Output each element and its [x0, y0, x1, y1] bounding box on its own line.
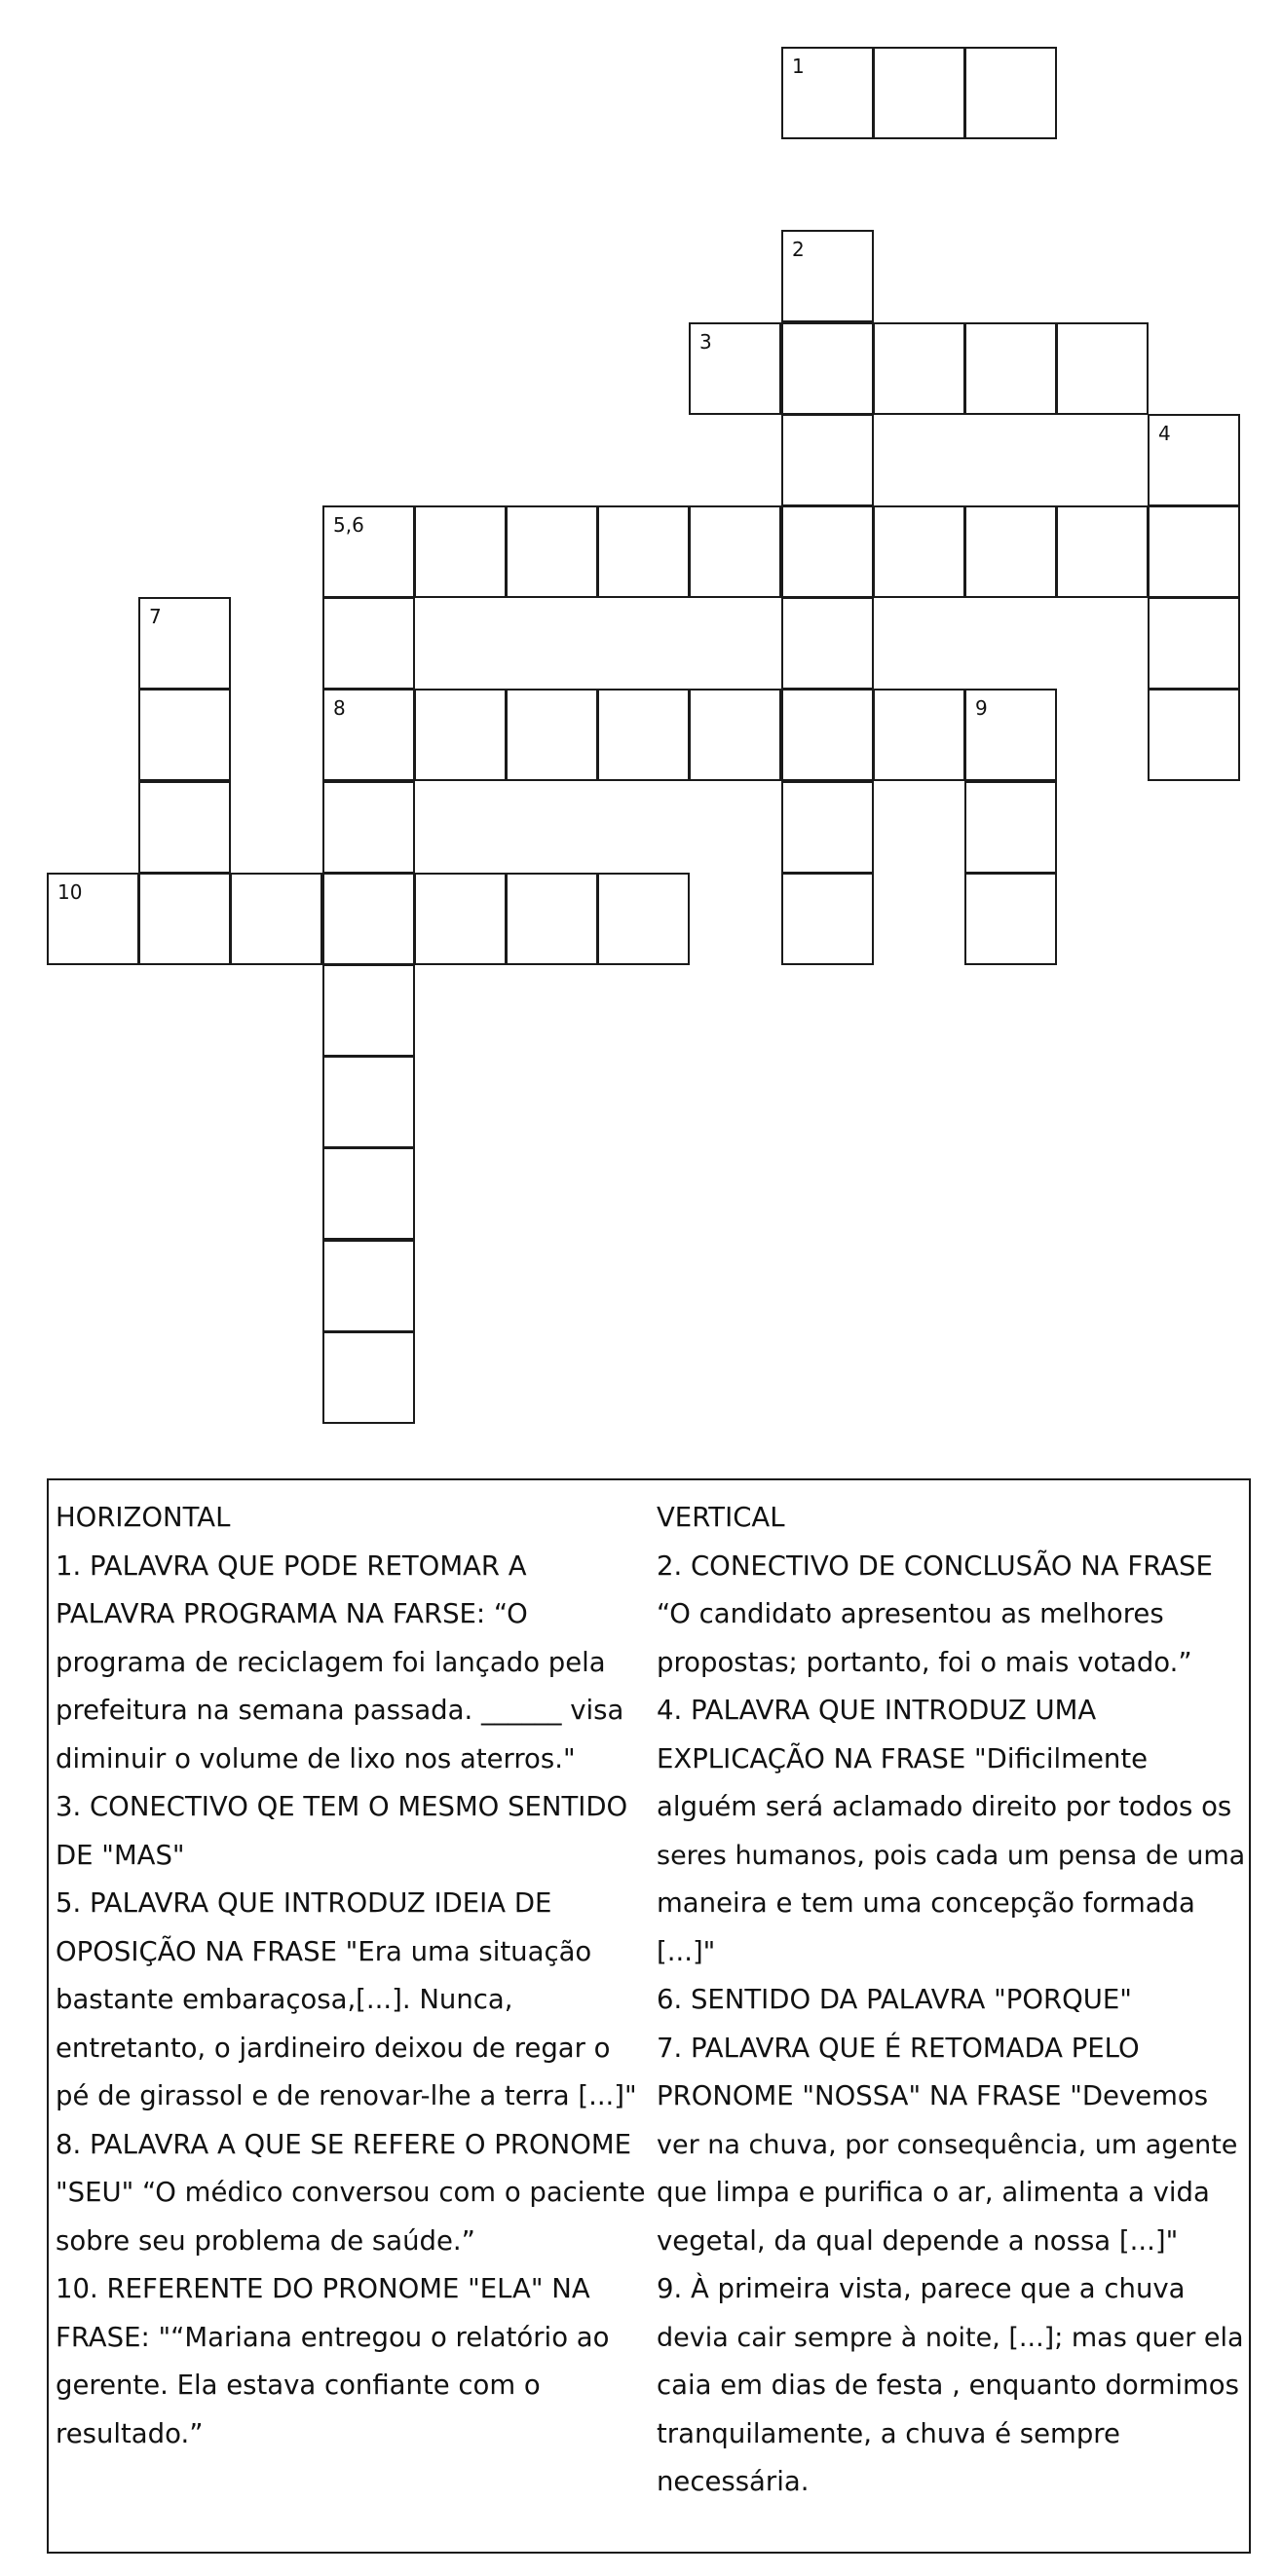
horizontal-clue-line: diminuir o volume de lixo nos aterros." — [56, 1742, 576, 1774]
clue-number: 9 — [975, 696, 988, 720]
horizontal-clue-line: sobre seu problema de saúde.” — [56, 2224, 475, 2257]
grid-cell[interactable] — [322, 781, 415, 874]
grid-cell[interactable] — [964, 873, 1057, 965]
grid-cell[interactable] — [322, 873, 415, 965]
vertical-clue-line: 6. SENTIDO DA PALAVRA "PORQUE" — [657, 1984, 1132, 2015]
clue-number: 7 — [149, 605, 162, 628]
grid-cell[interactable] — [781, 597, 874, 690]
horizontal-clue-line: "SEU" “O médico conversou com o paciente — [56, 2177, 646, 2208]
grid-cell[interactable] — [322, 1056, 415, 1148]
grid-cell[interactable] — [689, 505, 781, 598]
grid-cell[interactable] — [873, 47, 965, 139]
horizontal-clue-line: 3. CONECTIVO QE TEM O MESMO SENTIDO — [56, 1791, 628, 1822]
grid-cell[interactable] — [414, 873, 507, 965]
grid-cell[interactable] — [1148, 689, 1240, 781]
clue-number: 2 — [792, 238, 805, 261]
grid-cell[interactable] — [781, 47, 874, 139]
grid-cell[interactable] — [322, 597, 415, 690]
grid-cell[interactable] — [1148, 597, 1240, 690]
horizontal-clue-line: PALAVRA PROGRAMA NA FARSE: “O — [56, 1598, 528, 1629]
vertical-clue-line: “O candidato apresentou as melhores — [657, 1598, 1164, 1629]
horizontal-clue-line: programa de reciclagem foi lançado pela — [56, 1646, 606, 1678]
horizontal-clues — [56, 1494, 650, 2458]
grid-cell[interactable] — [506, 689, 598, 781]
horizontal-clue-line: DE "MAS" — [56, 1839, 185, 1871]
horizontal-clue-line: 1. PALAVRA QUE PODE RETOMAR A — [56, 1549, 527, 1582]
vertical-clue-line: PRONOME "NOSSA" NA FRASE "Devemos — [657, 2080, 1209, 2111]
grid-cell[interactable] — [1056, 322, 1149, 415]
grid-cell[interactable] — [689, 689, 781, 781]
grid-cell[interactable] — [322, 505, 415, 598]
clue-number: 1 — [792, 55, 805, 78]
grid-cell[interactable] — [597, 873, 690, 965]
horizontal-clue-line: entretanto, o jardineiro deixou de regar o — [56, 2032, 611, 2064]
grid-cell[interactable] — [964, 505, 1057, 598]
grid-cell[interactable] — [506, 873, 598, 965]
grid-cell[interactable] — [138, 689, 231, 781]
grid-cell[interactable] — [322, 1147, 415, 1240]
grid-cell[interactable] — [1056, 505, 1149, 598]
vertical-clues — [657, 1494, 1247, 2507]
grid-cell[interactable] — [781, 505, 874, 598]
horizontal-clue-line: 10. REFERENTE DO PRONOME "ELA" NA — [56, 2273, 590, 2304]
grid-cell[interactable] — [414, 689, 507, 781]
grid-cell[interactable] — [138, 597, 231, 690]
grid-cell[interactable] — [964, 781, 1057, 874]
vertical-clue-line: [...]" — [657, 1935, 716, 1967]
grid-cell[interactable] — [506, 505, 598, 598]
vertical-clue-line: que limpa e purifica o ar, alimenta a vida — [657, 2177, 1210, 2208]
vertical-clue-line: seres humanos, pois cada um pensa de uma — [657, 1840, 1246, 1871]
vertical-clue-line: 2. CONECTIVO DE CONCLUSÃO NA FRASE — [657, 1549, 1213, 1582]
vertical-clue-line: caia em dias de festa , enquanto dormimos — [657, 2370, 1239, 2401]
grid-cell[interactable] — [964, 322, 1057, 415]
vertical-clue-line: 7. PALAVRA QUE É RETOMADA PELO — [657, 2032, 1140, 2064]
horizontal-clue-line: prefeitura na semana passada. ______ visa — [56, 1695, 624, 1726]
horizontal-clue-line: pé de girassol e de renovar-lhe a terra [...]" — [56, 2080, 637, 2111]
clues-box — [47, 1478, 1251, 2554]
grid-cell[interactable] — [781, 689, 874, 781]
vertical-clue-line: propostas; portanto, foi o mais votado.” — [657, 1646, 1192, 1678]
grid-cell[interactable] — [781, 414, 874, 506]
grid-cell[interactable] — [964, 47, 1057, 139]
grid-cell[interactable] — [689, 322, 781, 415]
grid-cell[interactable] — [873, 689, 965, 781]
vertical-clue-line: alguém será aclamado direito por todos os — [657, 1791, 1232, 1822]
grid-cell[interactable] — [781, 322, 874, 415]
horizontal-clue-line: gerente. Ela estava confiante com o — [56, 2370, 541, 2401]
clue-number: 5,6 — [333, 513, 364, 537]
grid-cell[interactable] — [322, 689, 415, 781]
grid-cell[interactable] — [781, 781, 874, 874]
grid-cell[interactable] — [873, 505, 965, 598]
grid-cell[interactable] — [138, 781, 231, 874]
vertical-clue-line: tranquilamente, a chuva é sempre — [657, 2417, 1120, 2449]
grid-cell[interactable] — [322, 1240, 415, 1332]
grid-cell[interactable] — [47, 873, 139, 965]
vertical-clue-line: 9. À primeira vista, parece que a chuva — [657, 2273, 1186, 2304]
clue-number: 10 — [57, 880, 83, 904]
grid-cell[interactable] — [964, 689, 1057, 781]
clue-number: 4 — [1158, 422, 1171, 445]
vertical-clue-line: 4. PALAVRA QUE INTRODUZ UMA — [657, 1695, 1097, 1726]
grid-cell[interactable] — [781, 230, 874, 322]
vertical-clue-line: ver na chuva, por consequência, um agente — [657, 2129, 1238, 2160]
horizontal-clue-line: OPOSIÇÃO NA FRASE "Era uma situação — [56, 1935, 592, 1967]
grid-cell[interactable] — [781, 873, 874, 965]
grid-cell[interactable] — [230, 873, 322, 965]
vertical-clue-line: necessária. — [657, 2466, 810, 2497]
grid-cell[interactable] — [414, 505, 507, 598]
horizontal-clue-line: 5. PALAVRA QUE INTRODUZ IDEIA DE — [56, 1887, 552, 1919]
grid-cell[interactable] — [322, 1331, 415, 1424]
vertical-clue-heading: VERTICAL — [657, 1502, 785, 1533]
horizontal-clue-line: resultado.” — [56, 2417, 204, 2449]
grid-cell[interactable] — [1148, 414, 1240, 506]
grid-cell[interactable] — [873, 322, 965, 415]
grid-cell[interactable] — [597, 689, 690, 781]
horizontal-clue-line: 8. PALAVRA A QUE SE REFERE O PRONOME — [56, 2128, 631, 2160]
vertical-clue-line: devia cair sempre à noite, [...]; mas quer ela — [657, 2322, 1244, 2353]
horizontal-clue-line: bastante embaraçosa,[...]. Nunca, — [56, 1984, 513, 2015]
grid-cell[interactable] — [322, 964, 415, 1057]
grid-cell[interactable] — [138, 873, 231, 965]
clue-number: 8 — [333, 696, 346, 720]
vertical-clue-line: EXPLICAÇÃO NA FRASE "Dificilmente — [657, 1742, 1149, 1774]
horizontal-clue-heading: HORIZONTAL — [56, 1502, 231, 1533]
horizontal-clue-line: FRASE: "“Mariana entregou o relatório ao — [56, 2321, 610, 2353]
vertical-clue-line: vegetal, da qual depende a nossa [...]" — [657, 2224, 1179, 2257]
grid-cell[interactable] — [597, 505, 690, 598]
grid-cell[interactable] — [1148, 505, 1240, 598]
clue-number: 3 — [699, 330, 712, 354]
vertical-clue-line: maneira e tem uma concepção formada — [657, 1887, 1195, 1919]
